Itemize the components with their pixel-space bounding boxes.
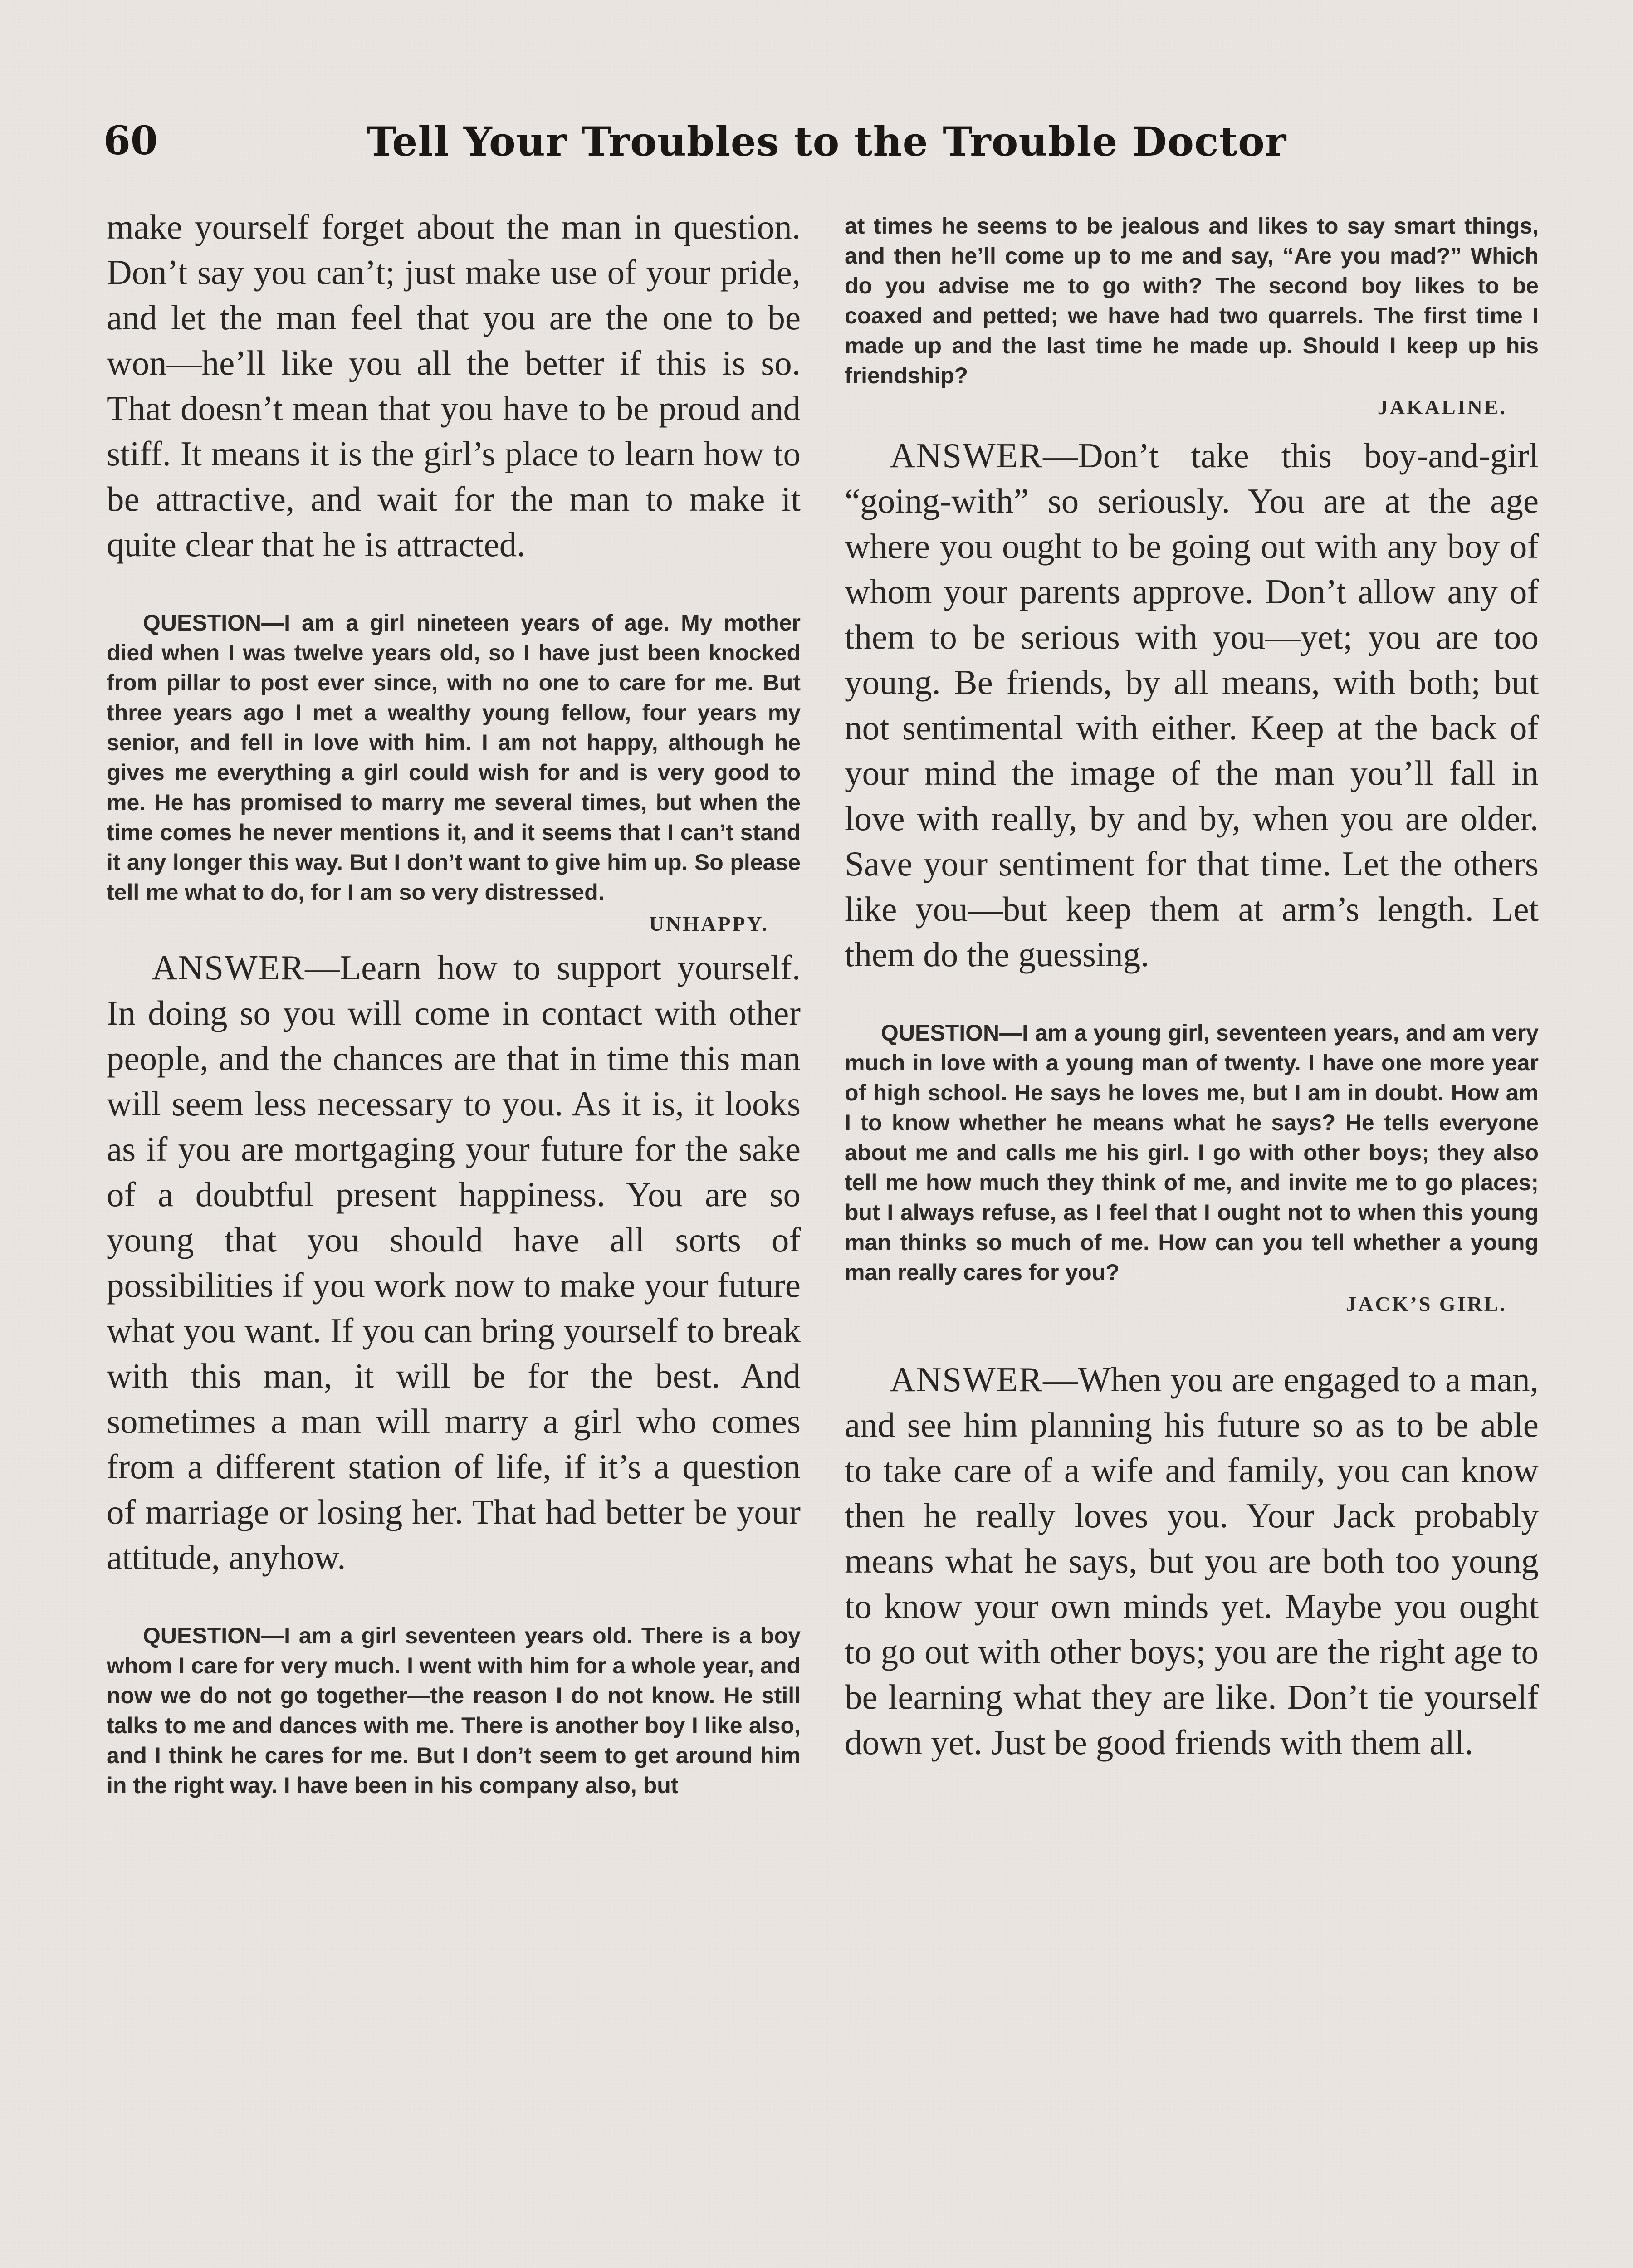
answer-label: ANSWER [890,1360,1043,1399]
page-number: 60 [103,118,158,164]
answer-label: ANSWER [152,948,305,987]
answer-text: —When you are engaged to a man, and see him planning his future so as to be able to take care of a wife and family, you can know then he really loves you. Your Jack probably means what he says, but you are both too young to know your own minds yet. Maybe you ought to go out with other boys; you are the right age to be learning what they are like. Don’t tie yourself down yet. Just be good friends with them all. [845,1360,1539,1762]
page-header [103,113,1541,177]
answer-text: —Learn how to support yourself. In doing so you will come in contact with other people, and the chances are that in time this man will seem less necessary to you. As it is, it looks as if you are mortgaging your future for the sake of a doubtful present happiness. You are so young that you should have all sorts of possibilities if you work now to make your future what you want. If you can bring yourself to break with this man, it will be for the best. And sometimes a man will marry a girl who comes from a different station of life, if it’s a question of marriage or losing her. That had better be your attitude, anyhow. [107,948,801,1577]
question-jacks-girl: QUESTION—I am a young girl, seventeen years, and am very much in love with a young man of twenty. I have one more year of high school. He says he loves me, but I am in doubt. How am I to know whether he means what he says? He tells everyone about me and calls me his girl. I go with other boys; they also tell me how much they think of me, and invite me to go places; but I always refuse, as I feel that I ought not to when this young man thinks so much of me. How can you tell whether a young man really cares for you? [845,1020,1539,1285]
answer-continuation: make yourself forget about the man in question. Don’t say you can’t; just make use of your pride, and let the man feel that you are the one to be won—he’ll like you all the better if this is so. That doesn’t mean that you have to be proud and stiff. It means it is the girl’s place to learn how to be attractive, and wait for the man to make it quite clear that he is attracted. [107,207,801,564]
signature-jacks-girl: JACK’S GIRL. [1346,1292,1507,1315]
right-column [845,211,1539,1765]
signature-jakaline: JAKALINE. [1377,396,1507,419]
question-jakaline-start: QUESTION—I am a girl seventeen years old. There is a boy whom I care for very much. I went with him for a whole year, and now we do not go together—the reason I do not know. He still talks to me and dances with me. There is another boy I like also, and I think he cares for me. But I don’t seem to get around him in the right way. I have been in his company also, but [107,1623,801,1798]
signature-unhappy: UNHAPPY. [649,912,769,935]
question-unhappy: QUESTION—I am a girl nineteen years of age. My mother died when I was twelve years old, so I have just been knocked from pillar to post ever since, with no one to care for me. But three years ago I met a wealthy young fellow, four years my senior, and fell in love with him. I am not happy, although he gives me everything a girl could wish for and is very good to me. He has promised to marry me several times, but when the time comes he never mentions it, and it seems that I can’t stand it any longer this way. But I don’t want to give him up. So please tell me what to do, for I am so very distressed. [107,610,801,905]
running-title: Tell Your Troubles to the Trouble Doctor [367,118,1287,165]
question-jakaline-end: at times he seems to be jealous and likes to say smart things, and then he’ll come up to me and say, “Are you mad?” Which do you advise me to go with? The second boy likes to be coaxed and petted; we have had two quarrels. The first time I made up and the last time he made up. Should I keep up his friendship? [845,213,1539,388]
left-column [107,204,801,1800]
answer-jakaline [845,433,1539,977]
answer-label: ANSWER [890,436,1043,475]
answer-text: —Don’t take this boy-and-girl “going-with” so seriously. You are at the age where you ought to be going out with any boy of whom your parents approve. Don’t allow any of them to be serious with you—yet; you are too young. Be friends, by all means, with both; but not sentimental with either. Keep at the back of your mind the image of the man you’ll fall in love with really, by and by, when you are older. Save your sentiment for that time. Let the others like you—but keep them at arm’s length. Let them do the guessing. [845,436,1539,974]
answer-jacks-girl [845,1357,1539,1765]
answer-unhappy [107,945,801,1580]
